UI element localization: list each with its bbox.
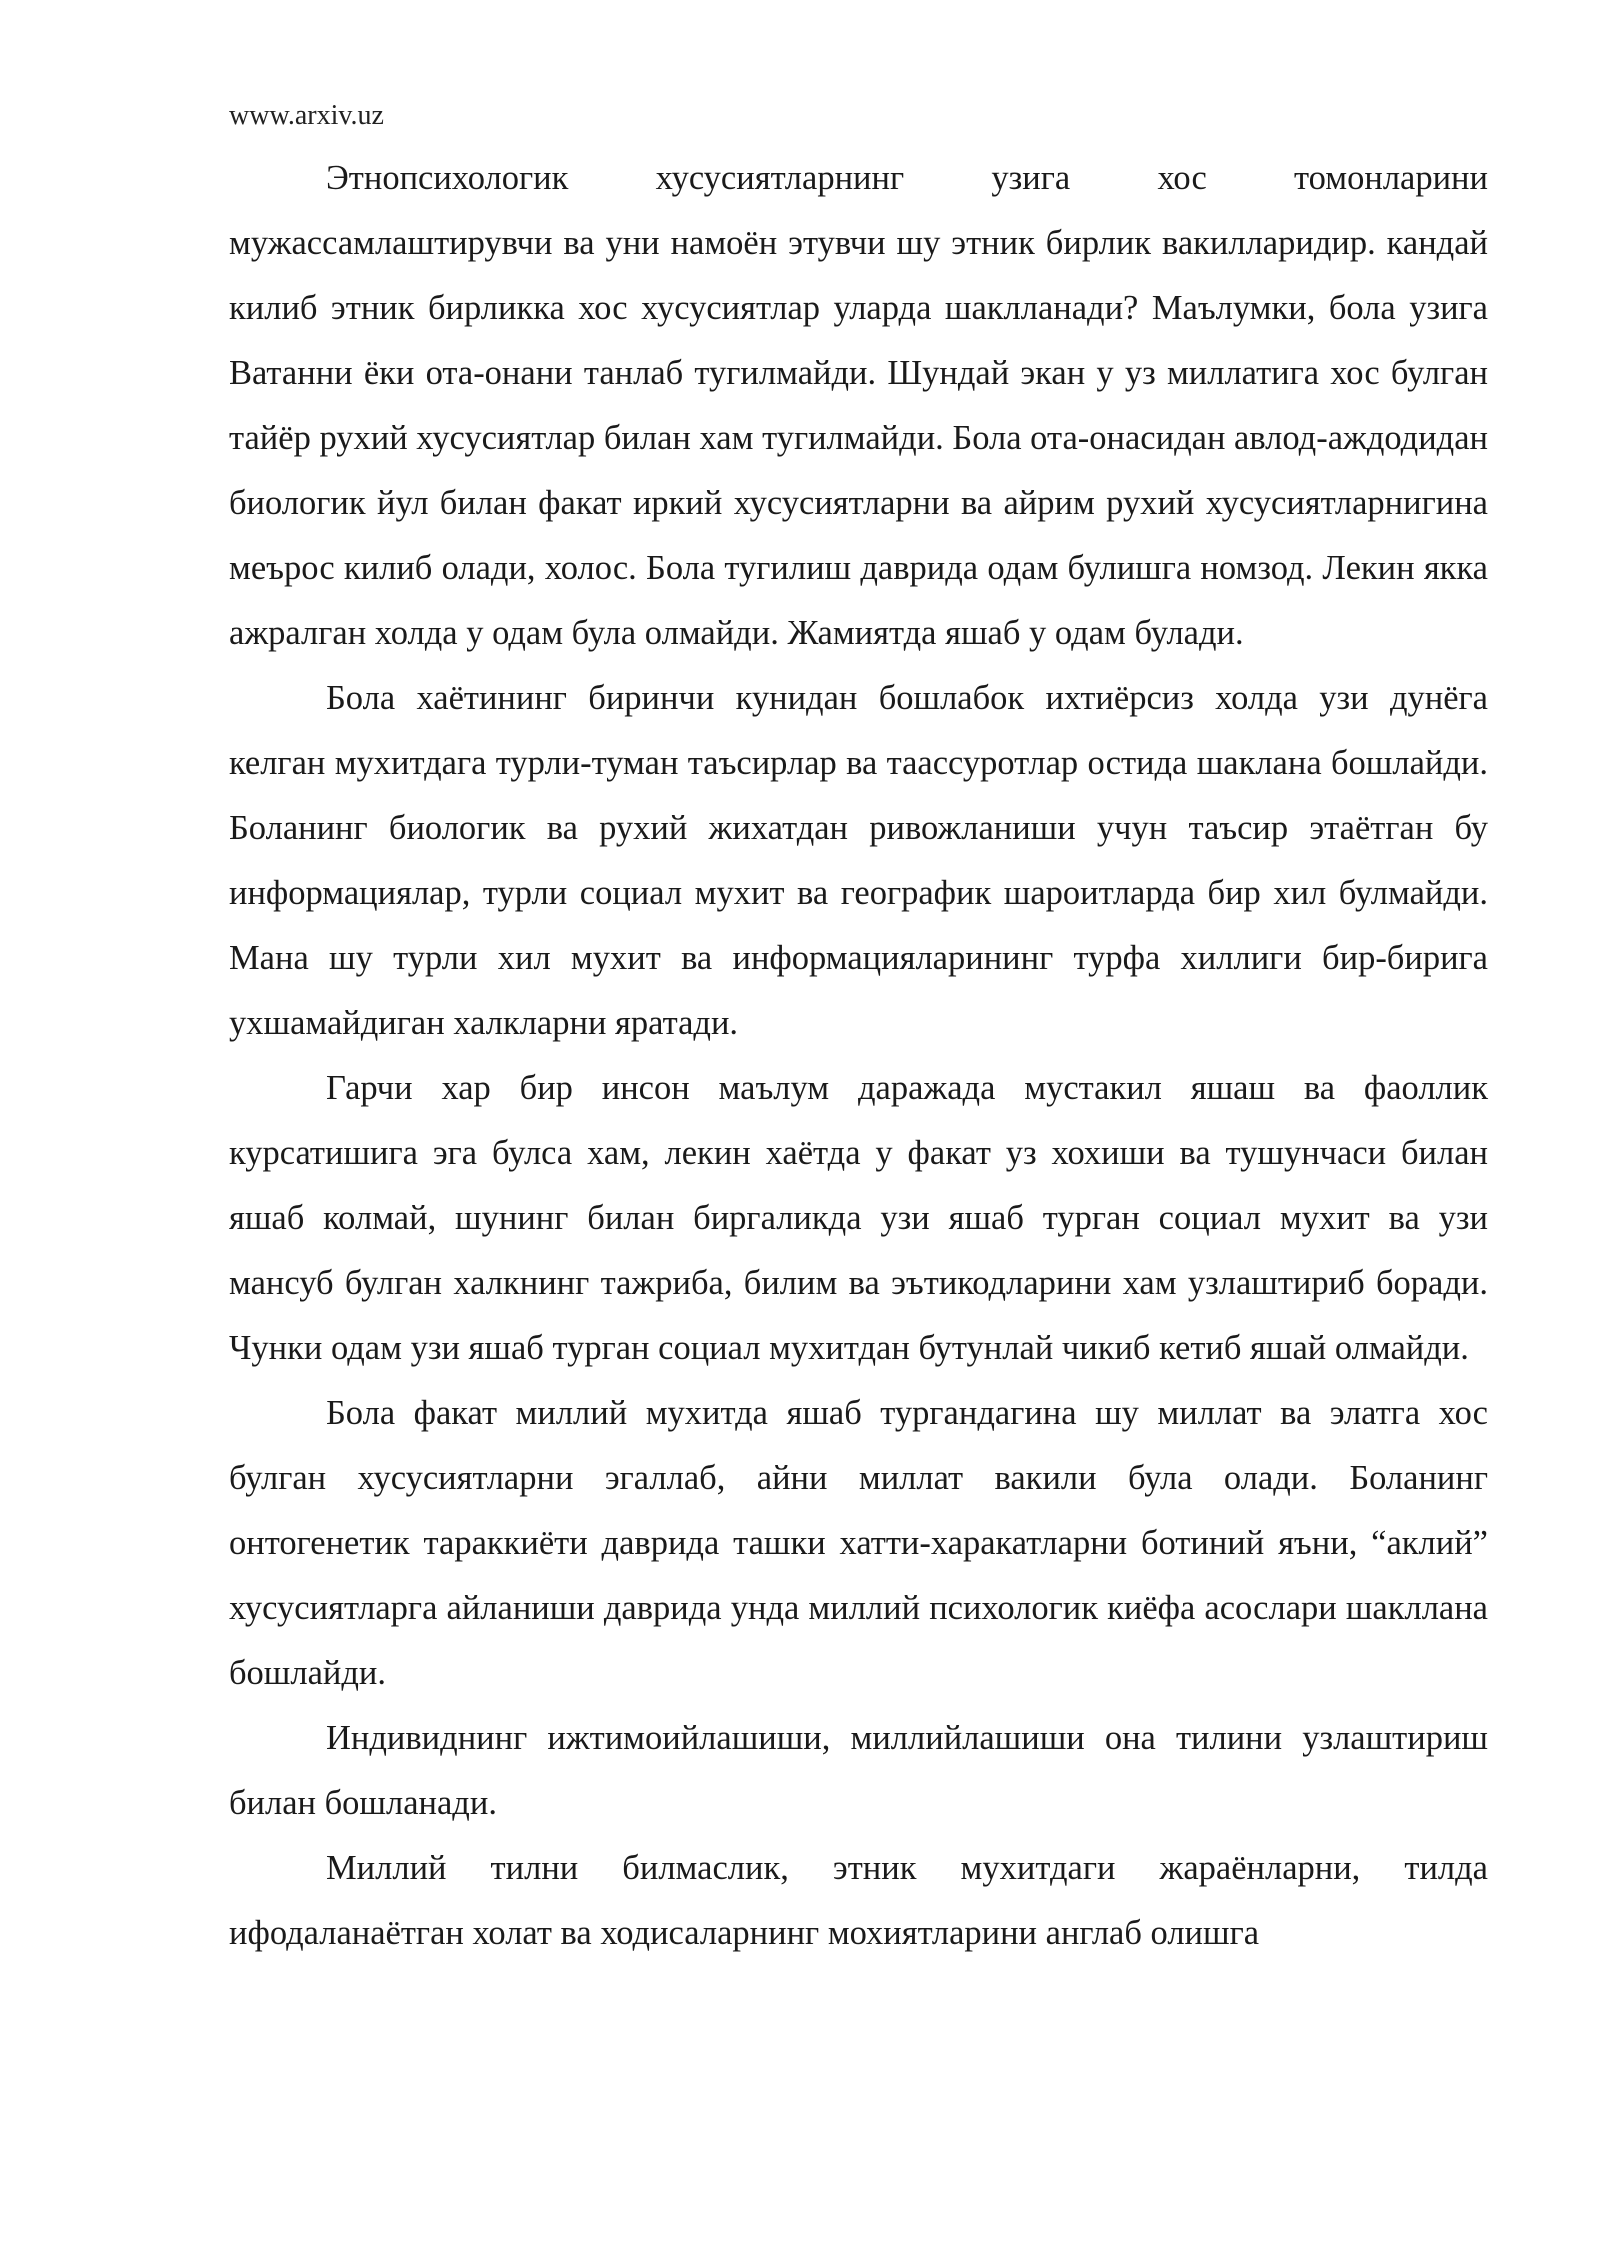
paragraph-5: Индивиднинг ижтимоийлашиши, миллийлашиши она тилини узлаштириш билан бошланади. [229,1719,1488,1822]
paragraph-1: Этнопсихологик хусусиятларнинг узига хос томонларини мужассамлаштирувчи ва уни намоён этувчи шу этник бирлик вакилларидир. кандай килиб этник бирликка хос хусусиятлар уларда шаклланади? Маълумки, бола узига Ватанни ёки ота-онани танлаб тугилмайди. Шундай экан у уз миллатига хос булган тайёр рухий хусусиятлар билан хам тугилмайди. Бола ота-онасидан авлод-аждодидан биологик йул билан факат иркий хусусиятларни ва айрим рухий хусусиятларнигина меърос килиб олади, холос. Бола тугилиш даврида одам булишга номзод. Лекин якка ажралган холда у одам була олмайди. Жамиятда яшаб у одам булади. [229,159,1488,652]
paragraph-6: Миллий тилни билмаслик, этник мухитдаги жараёнларни, тилда ифодаланаётган холат ва ходисаларнинг мохиятларини англаб олишга [229,1849,1488,1952]
site-header: www.arxiv.uz [229,100,384,131]
paragraph-2: Бола хаётининг биринчи кунидан бошлабок ихтиёрсиз холда узи дунёга келган мухитдага турли-туман таъсирлар ва таассуротлар остида шаклана бошлайди. Боланинг биологик ва рухий жихатдан ривожланиши учун таъсир этаётган бу информациялар, турли социал мухит ва географик шароитларда бир хил булмайди. Мана шу турли хил мухит ва информацияларининг турфа хиллиги бир-бирига ухшамайдиган халкларни яратади. [229,679,1488,1042]
document-body [229,146,1488,1966]
paragraph-3: Гарчи хар бир инсон маълум даражада мустакил яшаш ва фаоллик курсатишига эга булса хам, лекин хаётда у факат уз хохиши ва тушунчаси билан яшаб колмай, шунинг билан биргаликда узи яшаб турган социал мухит ва узи мансуб булган халкнинг тажриба, билим ва эътикодларини хам узлаштириб боради. Чунки одам узи яшаб турган социал мухитдан бутунлай чикиб кетиб яшай олмайди. [229,1069,1488,1367]
paragraph-4: Бола факат миллий мухитда яшаб тургандагина шу миллат ва элатга хос булган хусусиятларни эгаллаб, айни миллат вакили була олади. Боланинг онтогенетик тараккиёти даврида ташки хатти-харакатларни ботиний яъни, “аклий” хусусиятларга айланиши даврида унда миллий психологик киёфа асослари шакллана бошлайди. [229,1394,1488,1692]
